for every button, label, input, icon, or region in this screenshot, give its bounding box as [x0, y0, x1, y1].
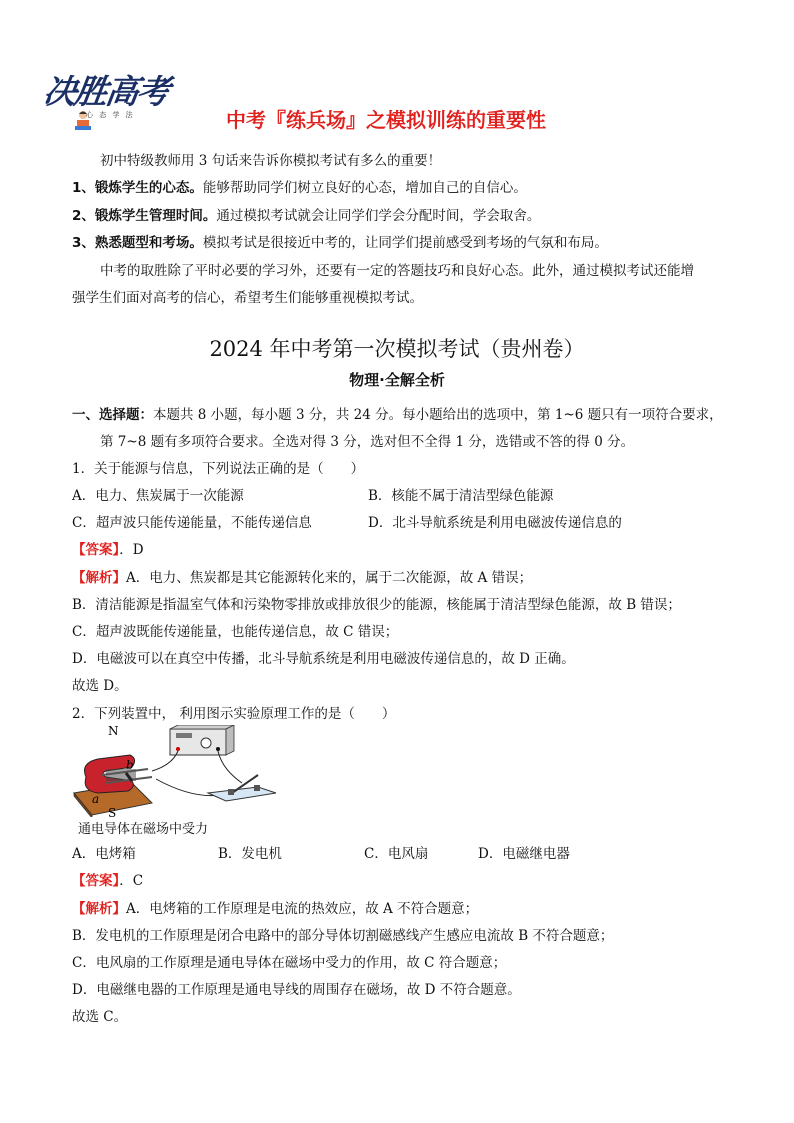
point-lead: 1、锻炼学生的心态。 — [72, 180, 203, 196]
intro-point-1 — [72, 178, 527, 198]
answer-tag: 【答案】 — [72, 542, 120, 558]
logo — [40, 66, 171, 138]
fig-label-s: S — [108, 806, 117, 817]
q2-stem: 2．下列装置中， 利用图示实验原理工作的是（ ） — [72, 706, 396, 722]
exam-subtitle: 物理·全解全析 — [349, 371, 445, 389]
header-title: 中考『练兵场』之模拟训练的重要性 — [226, 108, 546, 132]
logo-subtext: 心 态 学 法 — [86, 111, 135, 119]
logo-text: 决胜高考 — [40, 72, 171, 111]
q1-option-d: D．北斗导航系统是利用电磁波传递信息的 — [368, 515, 622, 531]
q2-conclusion: 故选 C。 — [72, 1009, 128, 1025]
q1-analysis-d: D．电磁波可以在真空中传播，北斗导航系统是利用电磁波传递信息的，故 D 正确。 — [72, 651, 575, 667]
q1-option-c: C．超声波只能传递能量，不能传递信息 — [72, 515, 312, 531]
section-text: 本题共 8 小题，每小题 3 分，共 24 分。每小题给出的选项中，第 1~6 题只有一项符合要求， — [153, 407, 723, 423]
answer-value: ．D — [119, 542, 144, 558]
q1-analysis-c: C．超声波既能传递能量，也能传递信息，故 C 错误； — [72, 624, 399, 640]
q2-analysis-b: B．发电机的工作原理是闭合电路中的部分导体切割磁感线产生感应电流故 B 不符合题意； — [72, 928, 614, 944]
intro-point-2 — [72, 206, 540, 226]
answer-tag: 【答案】 — [72, 873, 120, 889]
q1-conclusion: 故选 D。 — [72, 678, 128, 694]
point-text: 通过模拟考试就会让同学们学会分配时间，学会取舍。 — [216, 208, 541, 224]
experiment-figure — [72, 725, 282, 817]
section-instructions-line-1 — [72, 405, 723, 425]
fig-label-n: N — [108, 725, 119, 738]
q1-answer — [72, 540, 144, 560]
point-text: 模拟考试是很接近中考的，让同学们提前感受到考场的气氛和布局。 — [202, 235, 608, 251]
section-heading: 一、选择题： — [72, 407, 153, 423]
q2-option-c: C．电风扇 — [364, 846, 429, 862]
exam-title: 2024 年中考第一次模拟考试（贵州卷） — [209, 337, 585, 361]
q2-option-d: D．电磁继电器 — [478, 846, 570, 862]
q2-option-a: A．电烤箱 — [72, 846, 136, 862]
point-text: 能够帮助同学们树立良好的心态，增加自己的自信心。 — [202, 180, 527, 196]
point-lead: 3、熟悉题型和考场。 — [72, 235, 203, 251]
analysis-text: A．电烤箱的工作原理是电流的热效应，故 A 不符合题意； — [126, 901, 479, 917]
fig-label-b: b — [126, 758, 134, 772]
intro-paragraph: 初中特级教师用 3 句话来告诉你模拟考试有多么的重要！ — [100, 153, 442, 169]
q1-analysis-a — [72, 568, 532, 588]
q2-option-b: B．发电机 — [218, 846, 282, 862]
q1-option-b: B．核能不属于清洁型绿色能源 — [368, 488, 554, 504]
q1-analysis-b: B．清洁能源是指温室气体和污染物零排放或排放很少的能源，核能属于清洁型绿色能源，故 B 错误； — [72, 597, 681, 613]
intro-summary-line-1: 中考的取胜除了平时必要的学习外，还要有一定的答题技巧和良好心态。此外，通过模拟考试还能增 — [100, 263, 694, 279]
analysis-tag: 【解析】 — [72, 570, 126, 586]
intro-point-3 — [72, 233, 608, 253]
q1-option-a: A．电力、焦炭属于一次能源 — [72, 488, 244, 504]
point-lead: 2、锻炼学生管理时间。 — [72, 208, 217, 224]
section-instructions-line-2: 第 7~8 题有多项符合要求。全选对得 3 分，选对但不全得 1 分，选错或不答的得 0 分。 — [100, 434, 635, 450]
q2-analysis-c: C．电风扇的工作原理是通电导体在磁场中受力的作用，故 C 符合题意； — [72, 955, 507, 971]
answer-value: ．C — [119, 873, 144, 889]
intro-summary-line-2: 强学生们面对高考的信心，希望考生们能够重视模拟考试。 — [72, 290, 423, 306]
q2-answer — [72, 871, 143, 891]
q2-analysis-a — [72, 899, 478, 919]
figure-caption: 通电导体在磁场中受力 — [78, 822, 209, 837]
analysis-text: A．电力、焦炭都是其它能源转化来的，属于二次能源，故 A 错误； — [126, 570, 533, 586]
analysis-tag: 【解析】 — [72, 901, 126, 917]
fig-label-a: a — [92, 792, 100, 806]
q2-analysis-d: D．电磁继电器的工作原理是通电导线的周围存在磁场，故 D 不符合题意。 — [72, 982, 521, 998]
q1-stem: 1．关于能源与信息，下列说法正确的是（ ） — [72, 461, 365, 477]
